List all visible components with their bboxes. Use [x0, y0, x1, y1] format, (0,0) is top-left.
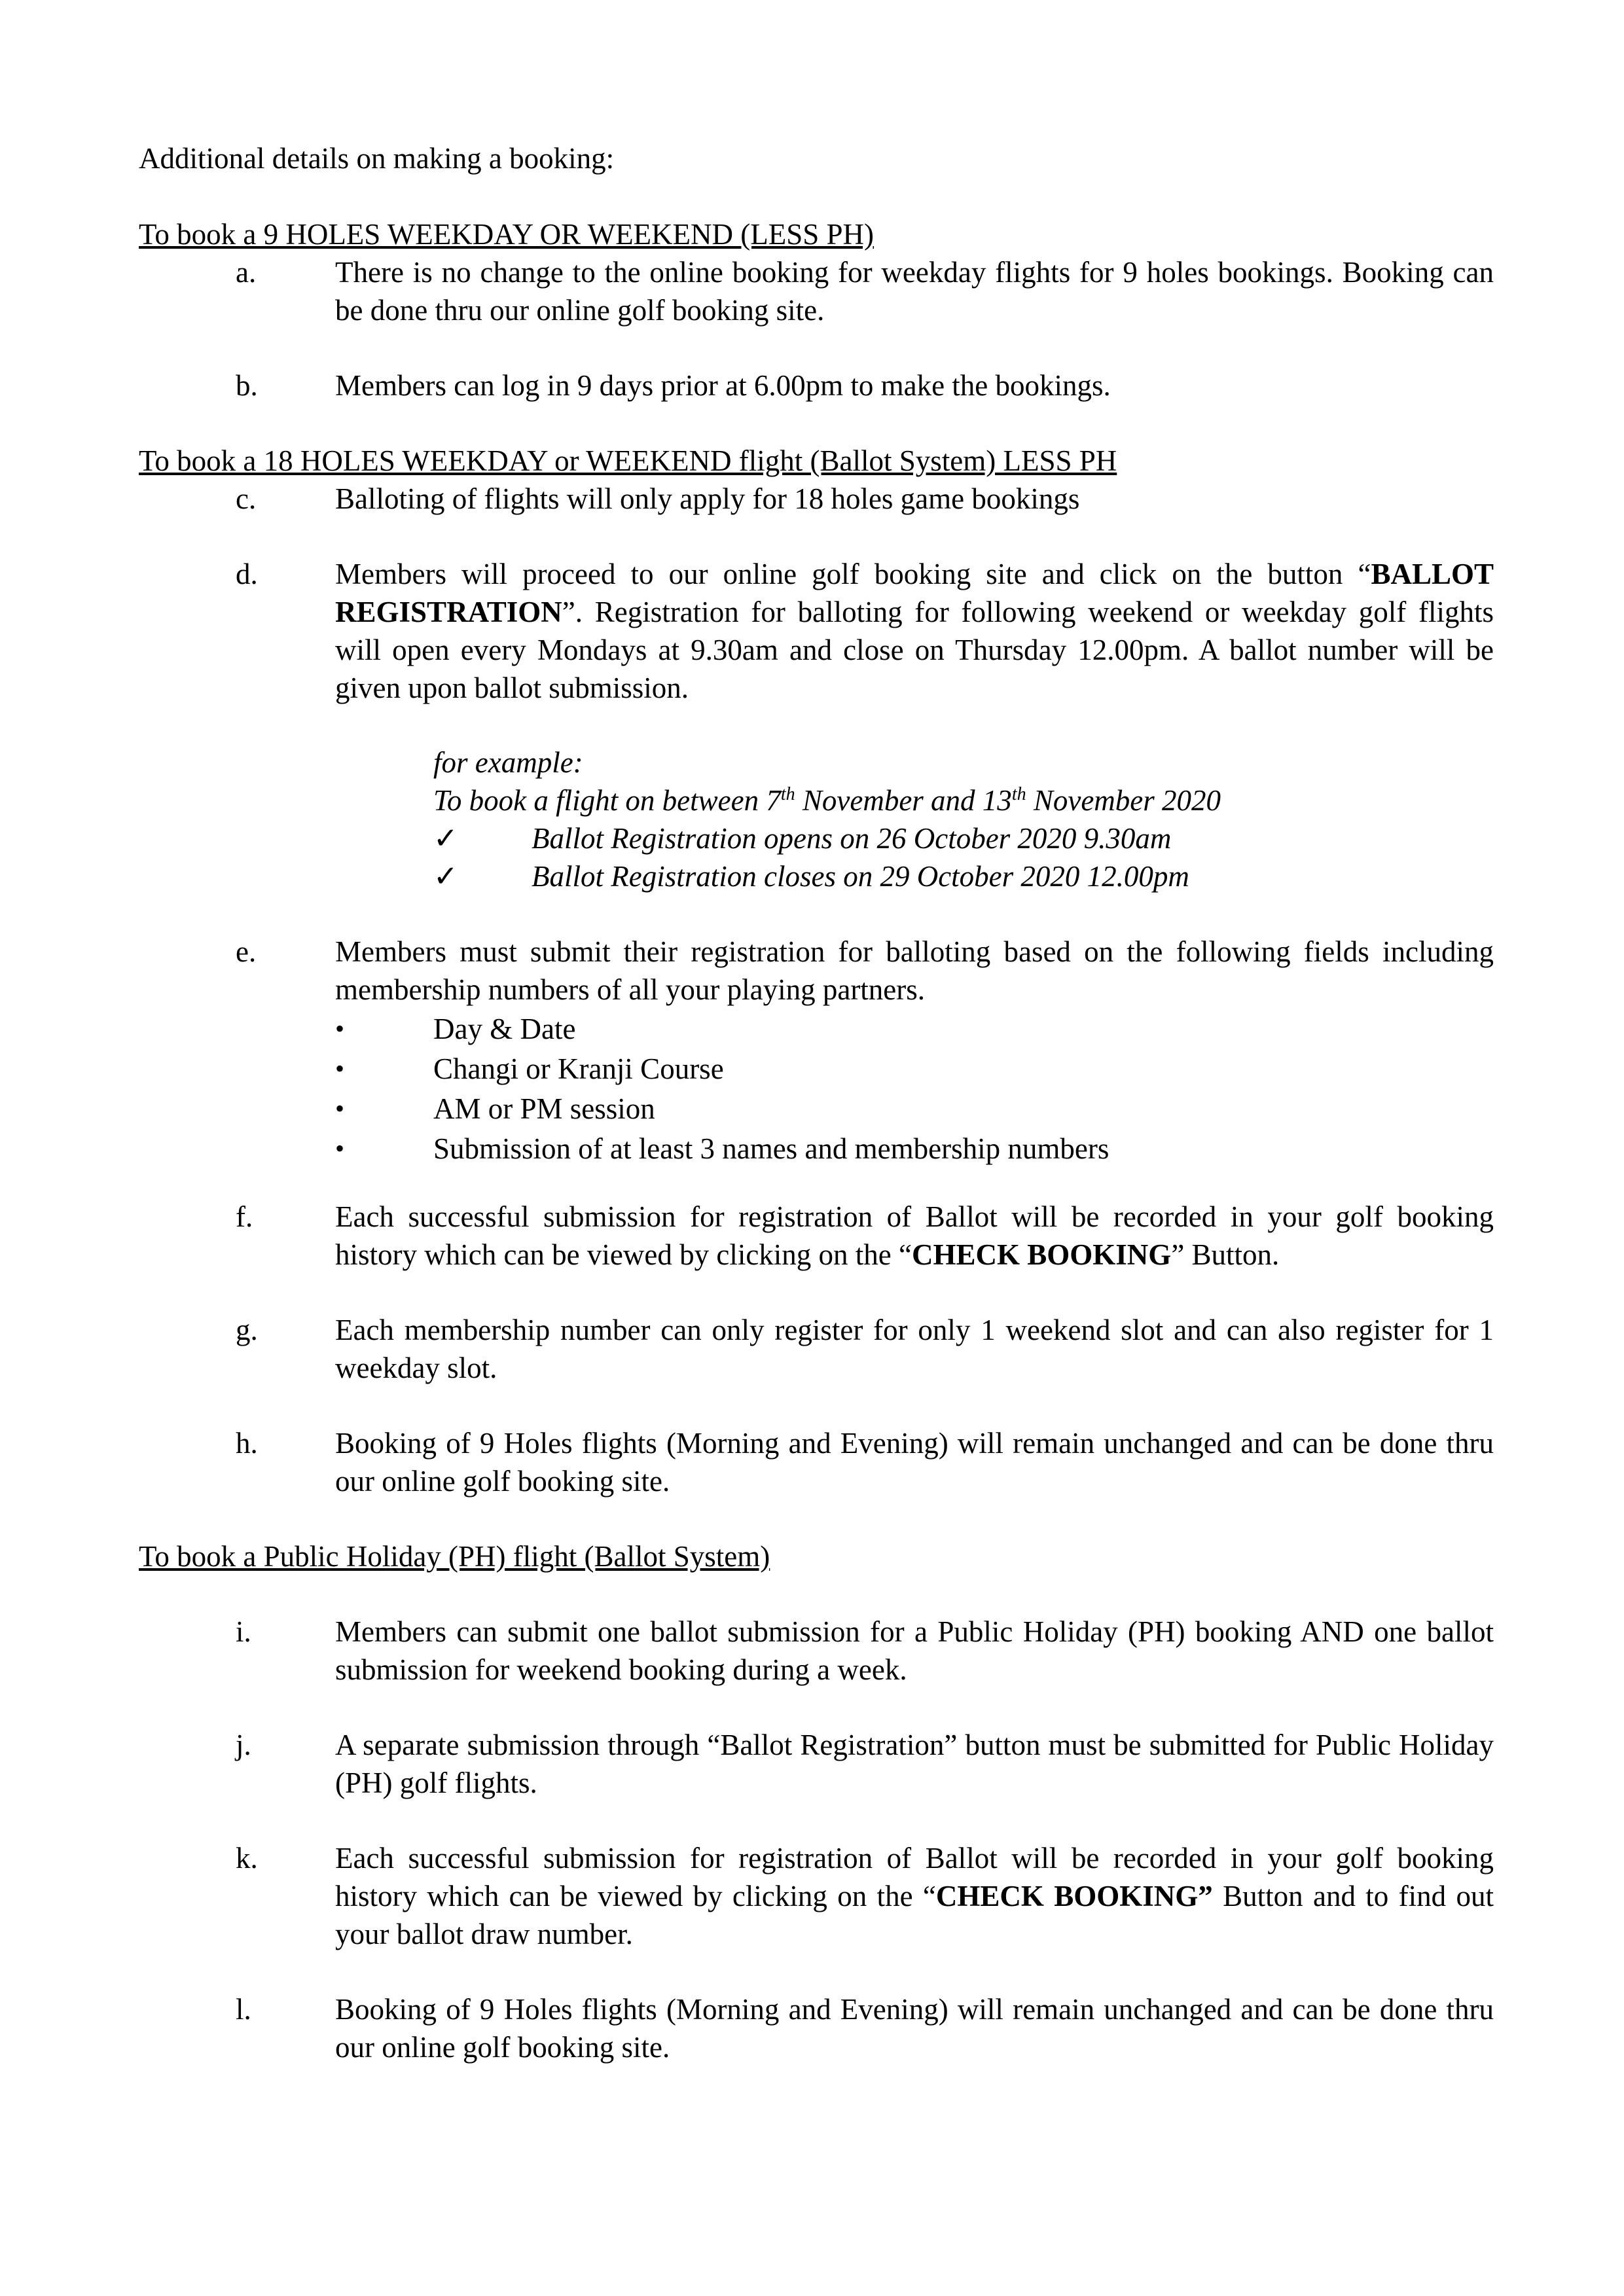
- item-text: Members will proceed to our online golf booking site and click on the button “BALLOT REGISTRATION”. Registration for balloting for following weekend or weekday golf flights will open every Mondays at 9.30am and close on Thursday 12.00pm. A ballot number will be given upon ballot submission.: [335, 558, 1494, 704]
- bullet-icon: •: [335, 1054, 345, 1083]
- list-item-f: [139, 1198, 1494, 1274]
- item-text: Each successful submission for registration of Ballot will be recorded in your golf booking history which can be viewed by clicking on the “CHECK BOOKING” Button.: [335, 1200, 1494, 1271]
- check-booking-label: CHECK BOOKING”: [935, 1880, 1213, 1912]
- item-letter: l.: [236, 1993, 251, 2026]
- list-item-i: [139, 1613, 1494, 1689]
- item-letter: j.: [236, 1729, 251, 1761]
- item-letter: d.: [236, 558, 258, 590]
- intro-text: Additional details on making a booking:: [139, 142, 615, 175]
- item-text: Members can log in 9 days prior at 6.00pm to make the bookings.: [335, 369, 1111, 402]
- example-block: [139, 744, 1494, 895]
- list-bullet-item: • AM or PM session: [139, 1090, 1494, 1128]
- list-item-g: [139, 1311, 1494, 1387]
- check-booking-label: CHECK BOOKING: [912, 1238, 1172, 1271]
- ballot-registration-label: BALLOT REGISTRATION: [335, 558, 1494, 628]
- list-item-e: [139, 933, 1494, 1168]
- item-text: Balloting of flights will only apply for 18 holes game bookings: [335, 482, 1080, 515]
- list-bullet-item: • Day & Date: [139, 1010, 1494, 1048]
- item-text: A separate submission through “Ballot Registration” button must be submitted for Public Holiday (PH) golf flights.: [335, 1729, 1494, 1799]
- section-public-holiday: [139, 1537, 1494, 2064]
- example-check-text: Ballot Registration closes on 29 October 2020 12.00pm: [532, 860, 1189, 893]
- item-text: Each successful submission for registration of Ballot will be recorded in your golf booking history which can be viewed by clicking on the “CHECK BOOKING” Button and to find out your ballot draw number.: [335, 1842, 1494, 1950]
- list-item-a: [139, 253, 1494, 329]
- example-intro: for example:: [433, 746, 583, 779]
- checkmark-icon: ✓: [433, 860, 458, 893]
- list-item-h: [139, 1424, 1494, 1500]
- section-18-holes: [139, 442, 1494, 1498]
- section-heading: To book a 18 HOLES WEEKDAY or WEEKEND flight (Ballot System) LESS PH: [139, 444, 1117, 477]
- item-letter: a.: [236, 256, 257, 289]
- section-9-holes: [139, 215, 1494, 402]
- list-bullet-item: • Changi or Kranji Course: [139, 1050, 1494, 1088]
- list-item-l: [139, 1990, 1494, 2066]
- list-item-j: [139, 1726, 1494, 1802]
- example-line: To book a flight on between 7th November and 13th November 2020: [433, 784, 1221, 817]
- item-text: Booking of 9 Holes flights (Morning and Evening) will remain unchanged and can be done thru our online golf booking site.: [335, 1993, 1494, 2064]
- item-text: There is no change to the online booking for weekday flights for 9 holes bookings. Booking can be done thru our online golf booking site.: [335, 256, 1494, 327]
- item-letter: e.: [236, 935, 257, 968]
- section-heading: To book a Public Holiday (PH) flight (Ballot System): [139, 1540, 770, 1573]
- list-item-c: [139, 480, 1494, 518]
- item-text: Booking of 9 Holes flights (Morning and Evening) will remain unchanged and can be done thru our online golf booking site.: [335, 1427, 1494, 1498]
- checkmark-icon: ✓: [433, 822, 458, 855]
- bullet-icon: •: [335, 1014, 345, 1043]
- list-bullet-item: • Submission of at least 3 names and membership numbers: [139, 1130, 1494, 1168]
- item-text: Each membership number can only register for only 1 weekend slot and can also register for 1 weekday slot.: [335, 1314, 1494, 1384]
- example-check-row: [139, 857, 1494, 895]
- bullet-icon: •: [335, 1094, 345, 1123]
- item-letter: c.: [236, 482, 257, 515]
- item-text: Members must submit their registration for balloting based on the following fields including membership numbers of all your playing partners.: [335, 935, 1494, 1006]
- section-heading: To book a 9 HOLES WEEKDAY OR WEEKEND (LESS PH): [139, 218, 875, 251]
- list-item-k: [139, 1839, 1494, 1953]
- example-check-text: Ballot Registration opens on 26 October 2020 9.30am: [532, 822, 1172, 855]
- list-item-d: [139, 555, 1494, 707]
- item-text: Members can submit one ballot submission for a Public Holiday (PH) booking AND one ballot submission for weekend booking during a week.: [335, 1615, 1494, 1686]
- item-letter: b.: [236, 369, 258, 402]
- example-check-row: [139, 819, 1494, 857]
- item-letter: f.: [236, 1200, 253, 1233]
- bullet-icon: •: [335, 1134, 345, 1163]
- item-letter: g.: [236, 1314, 258, 1346]
- item-letter: i.: [236, 1615, 251, 1648]
- list-item-b: [139, 367, 1494, 404]
- item-letter: h.: [236, 1427, 258, 1460]
- item-letter: k.: [236, 1842, 258, 1874]
